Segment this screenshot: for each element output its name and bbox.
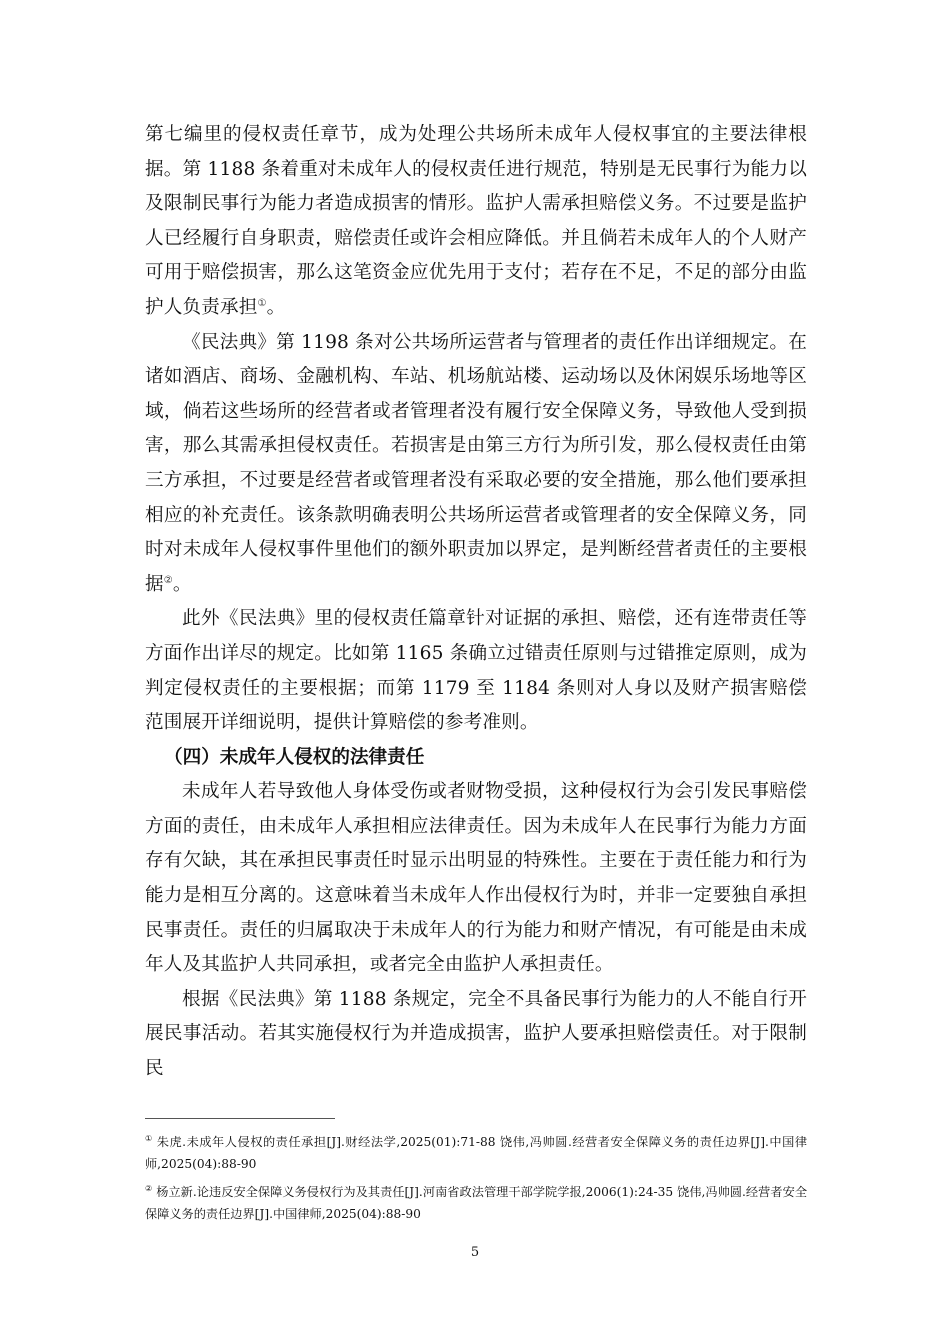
paragraph-1 bbox=[145, 118, 807, 326]
footnote-1 bbox=[145, 1131, 807, 1175]
paragraph-4 bbox=[145, 775, 807, 983]
paragraph-1-end: 。 bbox=[266, 296, 286, 318]
paragraph-4-text: 未成年人若导致他人身体受伤或者财物受损，这种侵权行为会引发民事赔偿方面的责任，由未成年人承担相应法律责任。因为未成年人在民事行为能力方面存有欠缺，其在承担民事责任时显示出明显的特殊性。主要在于责任能力和行为能力是相互分离的。这意味着当未成年人作出侵权行为时，并非一定要独自承担民事责任。责任的归属取决于未成年人的行为能力和财产情况，有可能是由未成年人及其监护人共同承担，或者完全由监护人承担责任。 bbox=[145, 781, 807, 976]
paragraph-2-text: 《民法典》第 1198 条对公共场所运营者与管理者的责任作出详细规定。在诸如酒店、商场、金融机构、车站、机场航站楼、运动场以及休闲娱乐场地等区域，倘若这些场所的经营者或者管理者没有履行安全保障义务，导致他人受到损害，那么其需承担侵权责任。若损害是由第三方行为所引发，那么侵权责任由第三方承担，不过要是经营者或管理者没有采取必要的安全措施，那么他们要承担相应的补充责任。该条款明确表明公共场所运营者或管理者的安全保障义务，同时对未成年人侵权事件里他们的额外职责加以界定，是判断经营者责任的主要根据 bbox=[145, 331, 807, 595]
footnote-2-text: 杨立新.论违反安全保障义务侵权行为及其责任[J].河南省政法管理干部学院学报,2006(1):24-35 饶伟,冯帅圆.经营者安全保障义务的责任边界[J].中国律师,2025(04):88-90 bbox=[145, 1185, 808, 1221]
footnote-2 bbox=[145, 1181, 807, 1225]
paragraph-5-text: 根据《民法典》第 1188 条规定，完全不具备民事行为能力的人不能自行开展民事活动。若其实施侵权行为并造成损害，监护人要承担赔偿责任。对于限制民 bbox=[145, 988, 807, 1080]
footnote-divider bbox=[145, 1118, 335, 1119]
page-number: 5 bbox=[470, 1245, 480, 1260]
paragraph-3-text: 此外《民法典》里的侵权责任篇章针对证据的承担、赔偿，还有连带责任等方面作出详尽的规定。比如第 1165 条确立过错责任原则与过错推定原则，成为判定侵权责任的主要根据；而第 1179 至 1184 条则对人身以及财产损害赔偿范围展开详细说明，提供计算赔偿的参考准则。 bbox=[145, 608, 807, 734]
paragraph-3 bbox=[145, 602, 807, 740]
paragraph-5 bbox=[145, 983, 807, 1087]
paragraph-1-text: 第七编里的侵权责任章节，成为处理公共场所未成年人侵权事宜的主要法律根据。第 1188 条着重对未成年人的侵权责任进行规范，特别是无民事行为能力以及限制民事行为能力者造成损害的情形。监护人需承担赔偿义务。不过要是监护人已经履行自身职责，赔偿责任或许会相应降低。并且倘若未成年人的个人财产可用于赔偿损害，那么这笔资金应优先用于支付；若存在不足，不足的部分由监护人负责承担 bbox=[145, 124, 807, 318]
paragraph-2 bbox=[145, 326, 807, 603]
footnotes bbox=[145, 1131, 807, 1231]
footnote-ref-2[interactable]: ② bbox=[163, 574, 173, 586]
footnote-1-marker: ① bbox=[145, 1133, 153, 1143]
footnote-2-marker: ② bbox=[145, 1183, 153, 1193]
section-heading: （四）未成年人侵权的法律责任 bbox=[164, 746, 425, 768]
footnote-ref-1[interactable]: ① bbox=[257, 297, 267, 309]
body-text bbox=[145, 118, 807, 1087]
footnote-1-text: 朱虎.未成年人侵权的责任承担[J].财经法学,2025(01):71-88 饶伟,冯帅圆.经营者安全保障义务的责任边界[J].中国律师,2025(04):88-90 bbox=[145, 1135, 808, 1171]
paragraph-2-end: 。 bbox=[172, 573, 192, 595]
